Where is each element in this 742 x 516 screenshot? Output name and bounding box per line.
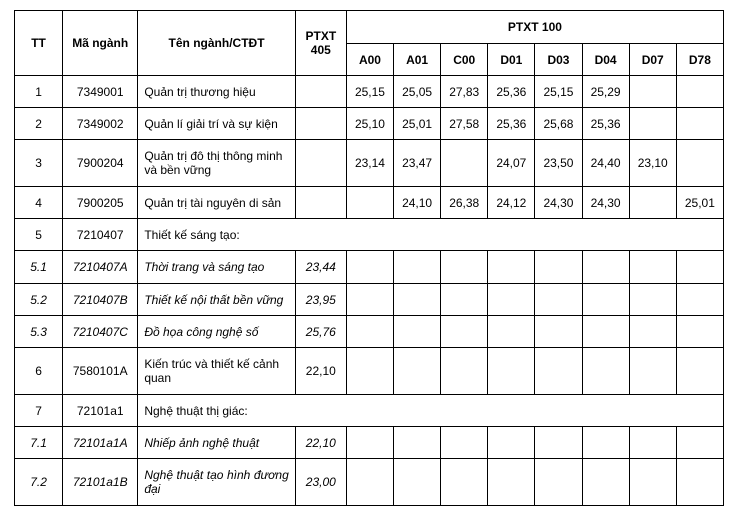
- row-ma-nganh: 7349001: [63, 76, 138, 108]
- row-score: 25,01: [676, 187, 723, 219]
- row-score: [535, 427, 582, 459]
- row-score: [488, 316, 535, 348]
- row-score: [488, 251, 535, 284]
- header-combo: D07: [629, 44, 676, 76]
- table-row: [15, 108, 724, 140]
- row-score: [441, 251, 488, 284]
- row-score: [676, 284, 723, 316]
- row-score: [488, 284, 535, 316]
- row-score: 23,10: [629, 140, 676, 187]
- header-combo: D78: [676, 44, 723, 76]
- row-score: [676, 108, 723, 140]
- row-score: [676, 459, 723, 506]
- table-row: [15, 187, 724, 219]
- row-ten-nganh: Quản trị thương hiệu: [138, 76, 295, 108]
- row-ten-nganh: Quản trị tài nguyên di sản: [138, 187, 295, 219]
- header-combo: A01: [394, 44, 441, 76]
- row-score: [582, 348, 629, 395]
- row-score: [346, 427, 393, 459]
- row-ten-nganh: Thiết kế nội thất bền vững: [138, 284, 295, 316]
- row-score: 25,29: [582, 76, 629, 108]
- row-tt: 7.2: [15, 459, 63, 506]
- row-score: 23,14: [346, 140, 393, 187]
- row-score: [676, 76, 723, 108]
- row-ten-nganh: Thời trang và sáng tạo: [138, 251, 295, 284]
- row-score: [346, 459, 393, 506]
- row-score: [394, 459, 441, 506]
- header-ma-nganh: Mã ngành: [63, 11, 138, 76]
- row-tt: 5: [15, 219, 63, 251]
- row-score: [488, 427, 535, 459]
- row-score: [629, 251, 676, 284]
- header-combo: D03: [535, 44, 582, 76]
- row-ten-nganh: Kiến trúc và thiết kế cảnh quan: [138, 348, 295, 395]
- row-score: [535, 284, 582, 316]
- row-score: [535, 251, 582, 284]
- row-score: [346, 316, 393, 348]
- row-score: [582, 284, 629, 316]
- row-ma-nganh: 7210407C: [63, 316, 138, 348]
- table-row: [15, 316, 724, 348]
- table-row: [15, 219, 724, 251]
- row-score: [441, 140, 488, 187]
- row-tt: 2: [15, 108, 63, 140]
- row-score: [441, 348, 488, 395]
- row-ptxt405: 23,00: [295, 459, 346, 506]
- header-combo: A00: [346, 44, 393, 76]
- row-ma-nganh: 72101a1: [63, 395, 138, 427]
- row-score: [488, 459, 535, 506]
- row-score: 25,68: [535, 108, 582, 140]
- row-score: [629, 348, 676, 395]
- row-score: [629, 459, 676, 506]
- row-ma-nganh: 7349002: [63, 108, 138, 140]
- row-score: [629, 187, 676, 219]
- row-score: [441, 427, 488, 459]
- row-score: [582, 459, 629, 506]
- row-score: 23,47: [394, 140, 441, 187]
- row-score: [535, 459, 582, 506]
- row-tt: 5.2: [15, 284, 63, 316]
- table-row: [15, 348, 724, 395]
- row-ten-nganh: Nghệ thuật tạo hình đương đại: [138, 459, 295, 506]
- table-row: [15, 76, 724, 108]
- row-score: 25,15: [535, 76, 582, 108]
- row-ma-nganh: 7900204: [63, 140, 138, 187]
- table-body: [15, 76, 724, 506]
- row-score: 25,36: [488, 76, 535, 108]
- row-score: [629, 76, 676, 108]
- row-score: [441, 459, 488, 506]
- row-ten-nganh: Quản trị đô thị thông minh và bền vững: [138, 140, 295, 187]
- row-score: 24,12: [488, 187, 535, 219]
- row-score: [629, 284, 676, 316]
- row-score: [394, 316, 441, 348]
- row-tt: 7.1: [15, 427, 63, 459]
- row-score: 25,05: [394, 76, 441, 108]
- row-tt: 7: [15, 395, 63, 427]
- row-score: 25,10: [346, 108, 393, 140]
- row-ptxt405: [295, 140, 346, 187]
- table-row: [15, 140, 724, 187]
- row-score: [676, 251, 723, 284]
- table-row: [15, 427, 724, 459]
- row-score: [535, 316, 582, 348]
- row-score: [394, 348, 441, 395]
- row-ten-nganh: Nghệ thuật thị giác:: [138, 395, 724, 427]
- row-score: [629, 316, 676, 348]
- row-ma-nganh: 7580101A: [63, 348, 138, 395]
- row-score: 27,83: [441, 76, 488, 108]
- row-score: [488, 348, 535, 395]
- header-ptxt100: PTXT 100: [346, 11, 723, 44]
- row-score: [535, 348, 582, 395]
- row-ten-nganh: Nhiếp ảnh nghệ thuật: [138, 427, 295, 459]
- row-score: 24,40: [582, 140, 629, 187]
- table-row: [15, 251, 724, 284]
- row-score: [676, 427, 723, 459]
- row-score: [394, 251, 441, 284]
- table-row: [15, 284, 724, 316]
- row-score: 23,50: [535, 140, 582, 187]
- row-tt: 1: [15, 76, 63, 108]
- row-ptxt405: 22,10: [295, 427, 346, 459]
- row-score: [346, 348, 393, 395]
- row-ma-nganh: 7210407: [63, 219, 138, 251]
- row-score: [441, 316, 488, 348]
- table-row: [15, 459, 724, 506]
- row-ptxt405: 25,76: [295, 316, 346, 348]
- row-score: [346, 284, 393, 316]
- row-ma-nganh: 7210407B: [63, 284, 138, 316]
- row-score: [582, 427, 629, 459]
- row-tt: 5.1: [15, 251, 63, 284]
- row-score: 24,30: [582, 187, 629, 219]
- row-score: [346, 251, 393, 284]
- row-ma-nganh: 7210407A: [63, 251, 138, 284]
- row-score: [346, 187, 393, 219]
- row-score: [676, 348, 723, 395]
- header-ten-nganh: Tên ngành/CTĐT: [138, 11, 295, 76]
- row-score: [394, 427, 441, 459]
- row-ptxt405: 22,10: [295, 348, 346, 395]
- header-ptxt405: PTXT 405: [295, 11, 346, 76]
- row-tt: 6: [15, 348, 63, 395]
- admission-scores-table: [14, 10, 724, 506]
- header-tt: TT: [15, 11, 63, 76]
- row-ma-nganh: 7900205: [63, 187, 138, 219]
- row-score: 25,01: [394, 108, 441, 140]
- header-combo: D01: [488, 44, 535, 76]
- row-ten-nganh: Quản lí giải trí và sự kiện: [138, 108, 295, 140]
- row-score: 24,30: [535, 187, 582, 219]
- row-ptxt405: 23,44: [295, 251, 346, 284]
- row-score: 25,15: [346, 76, 393, 108]
- row-score: [582, 316, 629, 348]
- row-score: 27,58: [441, 108, 488, 140]
- row-ptxt405: [295, 76, 346, 108]
- header-combo: C00: [441, 44, 488, 76]
- row-score: [629, 427, 676, 459]
- row-score: [676, 316, 723, 348]
- row-ptxt405: [295, 187, 346, 219]
- row-score: 24,10: [394, 187, 441, 219]
- row-ten-nganh: Thiết kế sáng tạo:: [138, 219, 724, 251]
- row-tt: 5.3: [15, 316, 63, 348]
- row-score: 25,36: [488, 108, 535, 140]
- row-tt: 4: [15, 187, 63, 219]
- row-score: [676, 140, 723, 187]
- row-ma-nganh: 72101a1A: [63, 427, 138, 459]
- table-row: [15, 395, 724, 427]
- row-ptxt405: 23,95: [295, 284, 346, 316]
- header-combo: D04: [582, 44, 629, 76]
- row-score: 25,36: [582, 108, 629, 140]
- row-ten-nganh: Đồ họa công nghệ số: [138, 316, 295, 348]
- row-score: [582, 251, 629, 284]
- row-score: [629, 108, 676, 140]
- row-score: [394, 284, 441, 316]
- row-ma-nganh: 72101a1B: [63, 459, 138, 506]
- row-score: [441, 284, 488, 316]
- row-tt: 3: [15, 140, 63, 187]
- row-score: 26,38: [441, 187, 488, 219]
- row-score: 24,07: [488, 140, 535, 187]
- row-ptxt405: [295, 108, 346, 140]
